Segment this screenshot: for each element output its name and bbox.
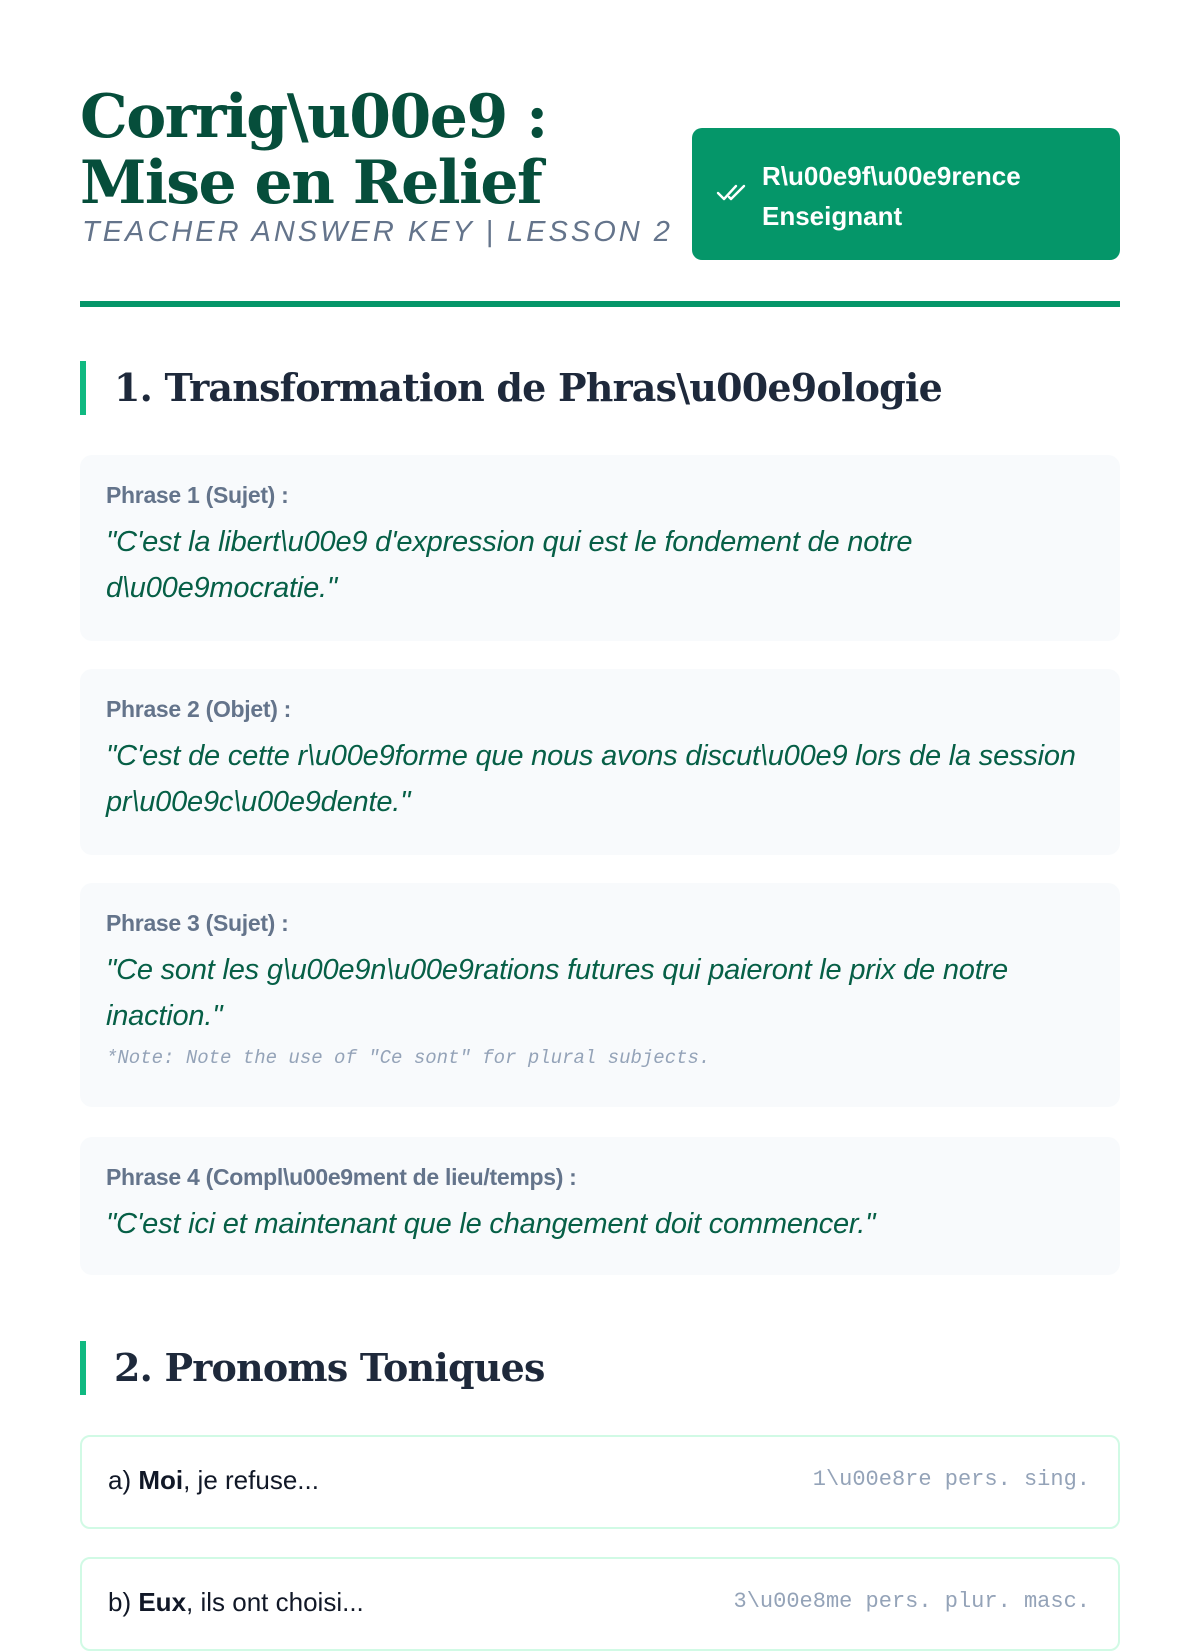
section-1-title: 1. Transformation de Phras\u00e9ologie — [114, 365, 942, 410]
section-2-title: 2. Pronoms Toniques — [114, 1345, 545, 1390]
pronoun-rest: , je refuse... — [183, 1465, 319, 1495]
answer-label: Phrase 2 (Objet) : — [106, 696, 292, 722]
badge-line-1: R\u00e9f\u00e9rence — [762, 161, 1021, 191]
header-divider — [80, 301, 1120, 307]
answer-card-1 — [80, 455, 1120, 641]
answer-note: *Note: Note the use of "Ce sont" for plural subjects. — [106, 1047, 711, 1069]
pronoun-row-b — [80, 1557, 1120, 1651]
pronoun-word: Eux — [138, 1587, 187, 1617]
double-check-icon — [716, 180, 750, 204]
badge-line-2: Enseignant — [762, 201, 903, 231]
answer-card-4 — [80, 1137, 1120, 1275]
section-1-heading — [80, 361, 1120, 415]
page-subtitle: TEACHER ANSWER KEY | LESSON 2 — [82, 216, 673, 248]
section-accent-bar — [80, 361, 86, 415]
pronoun-rest: , ils ont choisi... — [186, 1587, 364, 1617]
pronoun-tag: 1\u00e8re pers. sing. — [812, 1467, 1090, 1492]
section-2-heading — [80, 1341, 1120, 1395]
answer-text: "C'est de cette r\u00e9forme que nous avons discut\u00e9 lors de la session pr\u00e9c\u00e9dente." — [106, 740, 1076, 818]
answer-text: "Ce sont les g\u00e9n\u00e9rations futures qui paieront le prix de notre inaction." — [106, 954, 1008, 1032]
pronoun-sentence — [108, 1465, 319, 1496]
page-header — [80, 84, 1120, 304]
pronoun-word: Moi — [138, 1465, 184, 1495]
pronoun-row-a — [80, 1435, 1120, 1529]
pronoun-sentence — [108, 1587, 364, 1618]
section-accent-bar — [80, 1341, 86, 1395]
answer-label: Phrase 3 (Sujet) : — [106, 910, 289, 936]
answer-card-2 — [80, 669, 1120, 855]
answer-card-3 — [80, 883, 1120, 1107]
answer-label: Phrase 4 (Compl\u00e9ment de lieu/temps) : — [106, 1164, 577, 1190]
answer-text: "C'est ici et maintenant que le changement doit commencer." — [106, 1208, 876, 1240]
page-title: Corrig\u00e9 : Mise en Relief — [80, 82, 547, 218]
pronoun-prefix: b) — [108, 1587, 139, 1617]
pronoun-prefix: a) — [108, 1465, 139, 1495]
answer-text: "C'est la libert\u00e9 d'expression qui est le fondement de notre d\u00e9mocratie." — [106, 526, 913, 604]
reference-badge — [692, 128, 1120, 260]
answer-label: Phrase 1 (Sujet) : — [106, 482, 289, 508]
pronoun-tag: 3\u00e8me pers. plur. masc. — [733, 1589, 1090, 1614]
